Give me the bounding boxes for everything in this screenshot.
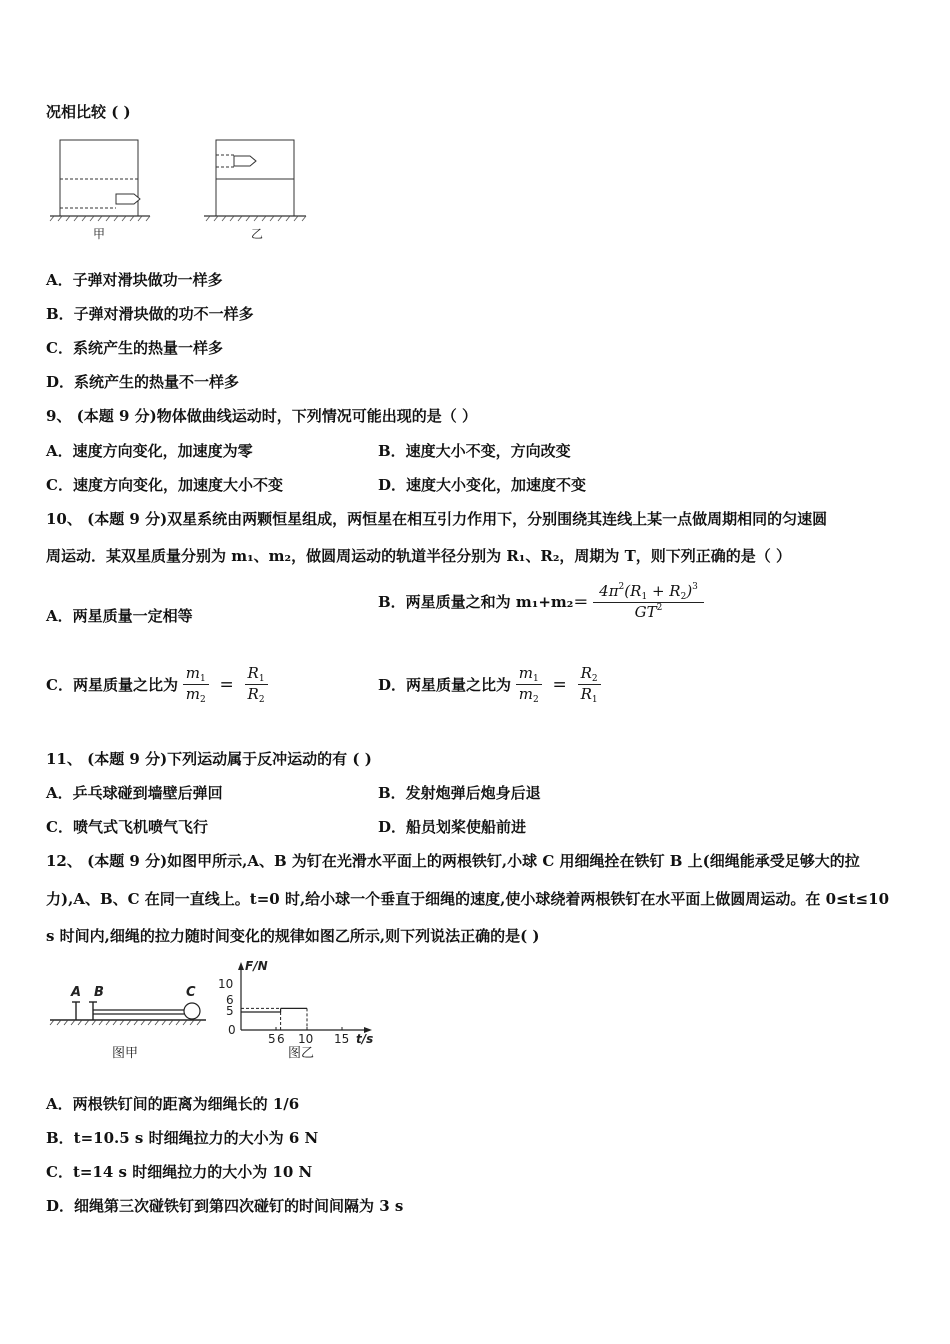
q10-option-b: [378, 582, 704, 621]
q9-option-a: A．速度方向变化，加速度为零: [46, 442, 253, 460]
x-tick-15: 15: [334, 1032, 350, 1046]
nail-rope-figure: [46, 958, 386, 1064]
q9-option-c: C．速度方向变化，加速度大小不变: [46, 476, 283, 494]
q11-option-a: A．乒乓球碰到墙壁后弹回: [46, 784, 223, 802]
bullet-jia: [116, 194, 140, 204]
q10-option-c: C．两星质量之比为 $\frac{m_1}{m_2}$ = $\frac{R_1}{R_2}$: [46, 664, 268, 705]
q9-option-d: D．速度大小变化，加速度不变: [378, 476, 587, 494]
q12-option-a: A．两根铁钉间的距离为细绳长的 1/6: [46, 1095, 300, 1113]
q11-option-d: D．船员划桨使船前进: [378, 818, 527, 836]
q12-option-d: D．细绳第三次碰铁钉到第四次碰钉的时间间隔为 3 s: [46, 1197, 404, 1215]
q10-option-b-text: B．两星质量之和为 m₁+m₂＝: [378, 593, 589, 611]
q8-option-a: A．子弹对滑块做功一样多: [46, 271, 223, 289]
y-tick-0: 0: [228, 1023, 236, 1037]
y-tick-6: 6: [226, 993, 234, 1007]
x-tick-6: 6: [277, 1032, 285, 1046]
x-tick-5: 5: [268, 1032, 276, 1046]
nail-a: [72, 1002, 80, 1020]
label-a: A: [71, 985, 82, 1000]
x-axis-label: t/s: [356, 1032, 374, 1046]
bullet-block-figure: [46, 132, 326, 244]
caption-jia: 图甲: [112, 1046, 139, 1061]
q12-option-b: B．t=10.5 s 时细绳拉力的大小为 6 N: [46, 1129, 319, 1147]
block-yi: [216, 140, 294, 216]
q8-option-b: B．子弹对滑块做的功不一样多: [46, 305, 254, 323]
block-jia: [60, 140, 138, 216]
formula-mass-ratio-c-left: $\frac{m_1}{m_2}$: [183, 664, 209, 705]
label-b: B: [94, 985, 104, 1000]
q10-option-a: A．两星质量一定相等: [46, 607, 193, 625]
x-tick-10: 10: [298, 1032, 314, 1046]
q10-option-d: D．两星质量之比为 $\frac{m_1}{m_2}$ = $\frac{R_2}{R_1}$: [378, 664, 601, 705]
bullet-yi: [234, 156, 256, 166]
q10-option-c-text: C．两星质量之比为: [46, 676, 178, 694]
nail-b: [89, 1002, 97, 1020]
ball-c: [184, 1003, 200, 1019]
y-axis-label: F/N: [245, 959, 268, 973]
label-c: C: [186, 985, 196, 1000]
label-yi: 乙: [251, 227, 264, 241]
q11-option-b: B．发射炮弹后炮身后退: [378, 784, 541, 802]
label-jia: 甲: [93, 227, 106, 241]
y-axis-arrow: [238, 962, 244, 970]
caption-yi: 图乙: [288, 1046, 315, 1061]
q10-option-d-text: D．两星质量之比为: [378, 676, 512, 694]
formula-mass-ratio-d-left: $\frac{m_1}{m_2}$: [516, 664, 542, 705]
intro-text: 况相比较 ( ): [46, 103, 131, 121]
q12-stem-line3: s 时间内,细绳的拉力随时间变化的规律如图乙所示,则下列说法正确的是( ): [46, 927, 540, 945]
q9-option-b: B．速度大小不变，方向改变: [378, 442, 571, 460]
q8-option-d: D．系统产生的热量不一样多: [46, 373, 240, 391]
q9-stem: 9、 (本题 9 分)物体做曲线运动时，下列情况可能出现的是（ ）: [46, 407, 477, 425]
q8-option-c: C．系统产生的热量一样多: [46, 339, 223, 357]
formula-mass-ratio-d-right: $\frac{R_2}{R_1}$: [578, 664, 601, 705]
formula-mass-sum: $\frac{4\pi^2(R_1 + R_2)^3}{GT^2}$: [593, 582, 704, 621]
formula-mass-ratio-c-right: $\frac{R_1}{R_2}$: [245, 664, 268, 705]
y-tick-5: 5: [226, 1004, 234, 1018]
q10-stem-line1: 10、 (本题 9 分)双星系统由两颗恒星组成，两恒星在相互引力作用下，分别围绕其连线上某一点做周期相同的匀速圆: [46, 510, 828, 528]
q12-stem-line2: 力),A、B、C 在同一直线上。t=0 时,给小球一个垂直于细绳的速度,使小球绕着两根铁钉在水平面上做圆周运动。在 0≤t≤10: [46, 890, 890, 908]
q10-stem-line2: 周运动．某双星质量分别为 m₁、m₂，做圆周运动的轨道半径分别为 R₁、R₂，周期为 T，则下列正确的是（ ）: [46, 547, 792, 565]
force-time-chart: [218, 959, 373, 1061]
q12-stem-line1: 12、 (本题 9 分)如图甲所示,A、B 为钉在光滑水平面上的两根铁钉,小球 C 用细绳拴在铁钉 B 上(细绳能承受足够大的拉: [46, 852, 860, 870]
q11-option-c: C．喷气式飞机喷气飞行: [46, 818, 208, 836]
q12-option-c: C．t=14 s 时细绳拉力的大小为 10 N: [46, 1163, 313, 1181]
q11-stem: 11、 (本题 9 分)下列运动属于反冲运动的有 ( ): [46, 750, 372, 768]
y-tick-10: 10: [218, 977, 234, 991]
